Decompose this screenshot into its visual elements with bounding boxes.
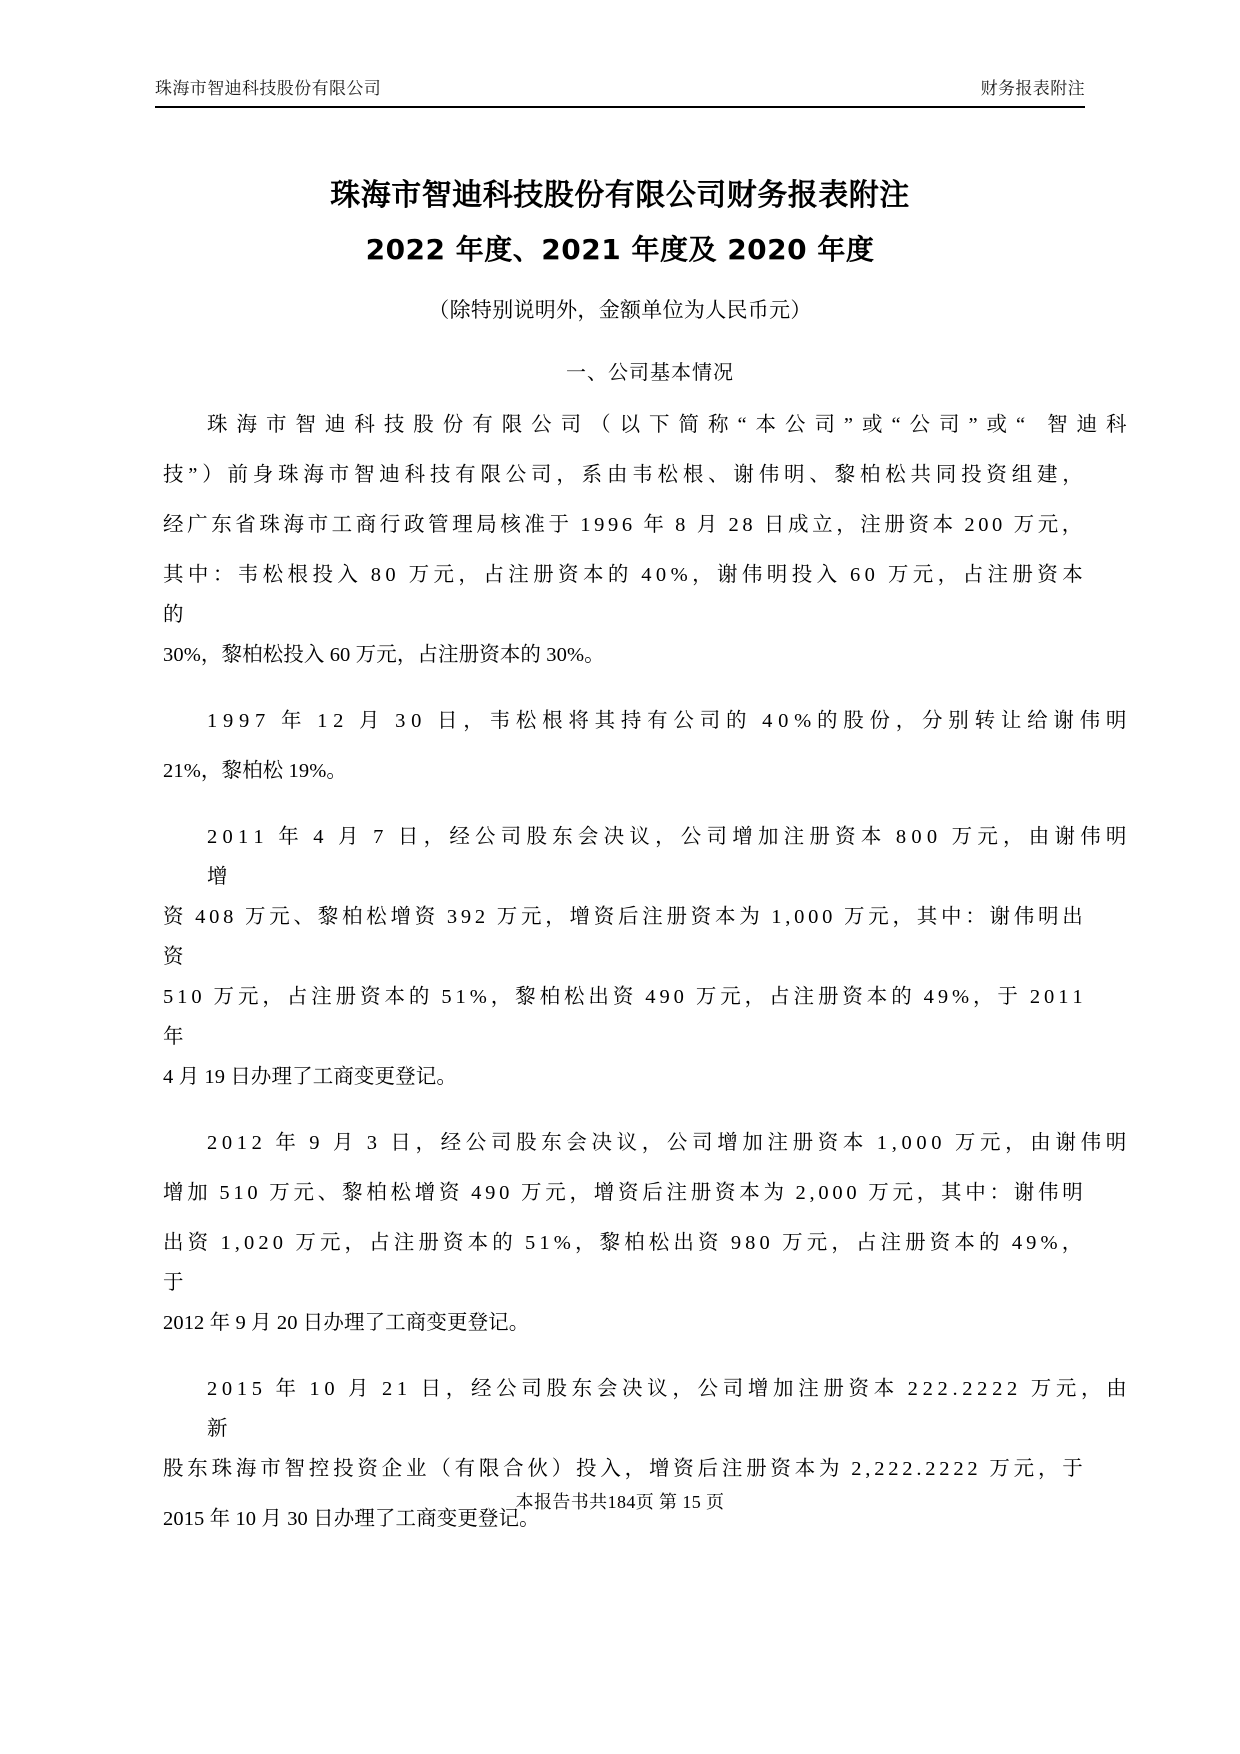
text-line: 2015 年 10 月 30 日办理了工商变更登记。 xyxy=(163,1508,540,1530)
text-line: 21%，黎柏松 19%。 xyxy=(163,760,347,782)
section-heading: 一、公司基本情况 xyxy=(566,362,734,384)
text-line: 5 1 0 万 元 ， 占 注 册 资 本 的 5 1 % ， 黎 柏 松 出 资 4 9 0 万 元 ， 占 注 册 资 本 的 4 9 % ， 于 2 0 1 1 xyxy=(163,986,1083,1008)
paragraph xyxy=(163,812,1127,1102)
currency-note: （除特别说明外，金额单位为人民币元） xyxy=(428,297,812,322)
text-line: 30%，黎柏松投入 60 万元，占注册资本的 30%。 xyxy=(163,644,605,666)
text-line: 珠 海 市 智 迪 科 技 股 份 有 限 公 司 （ 以 下 简 称 “ 本 公 司 ” 或 “ 公 司 ” 或 “ 智 迪 科 xyxy=(207,414,1127,436)
paragraph xyxy=(163,1364,1127,1544)
title-block xyxy=(155,175,1085,326)
header-divider xyxy=(155,106,1085,108)
text-line: 资 4 0 8 万 元 、 黎 柏 松 增 资 3 9 2 万 元 ， 增 资 后 注 册 资 本 为 1 , 0 0 0 万 元 ， 其 中 ： 谢 伟 明 出 xyxy=(163,906,1083,928)
text-line: 2 0 1 5 年 1 0 月 2 1 日 ， 经 公 司 股 东 会 决 议 ， 公 司 增 加 注 册 资 本 2 2 2 . 2 2 2 2 万 元 ， 由 xyxy=(207,1378,1127,1400)
paragraph xyxy=(163,696,1127,796)
text-line: 经 广 东 省 珠 海 市 工 商 行 政 管 理 局 核 准 于 1 9 9 6 年 8 月 2 8 日 成 立 ， 注 册 资 本 2 0 0 万 元 ， xyxy=(163,514,1083,536)
text-line: 股 东 珠 海 市 智 控 投 资 企 业 （ 有 限 合 伙 ） 投 入 ， 增 资 后 注 册 资 本 为 2 , 2 2 2 . 2 2 2 2 万 元 ， 于 xyxy=(163,1458,1083,1480)
text-line: 的 xyxy=(163,604,184,626)
text-line: 4 月 19 日办理了工商变更登记。 xyxy=(163,1066,457,1088)
text-line: 增 加 5 1 0 万 元 、 黎 柏 松 增 资 4 9 0 万 元 ， 增 资 后 注 册 资 本 为 2 , 0 0 0 万 元 ， 其 中 ： 谢 伟 明 xyxy=(163,1182,1083,1204)
header-company-name: 珠海市智迪科技股份有限公司 xyxy=(155,79,382,98)
text-line: 出 资 1 , 0 2 0 万 元 ， 占 注 册 资 本 的 5 1 % ， 黎 柏 松 出 资 9 8 0 万 元 ， 占 注 册 资 本 的 4 9 % ， xyxy=(163,1232,1083,1254)
text-line: 其 中 ： 韦 松 根 投 入 8 0 万 元 ， 占 注 册 资 本 的 4 0 % ， 谢 伟 明 投 入 6 0 万 元 ， 占 注 册 资 本 xyxy=(163,564,1083,586)
paragraph xyxy=(163,400,1127,680)
paragraph xyxy=(163,1118,1127,1348)
running-header xyxy=(155,74,1085,99)
header-document-type: 财务报表附注 xyxy=(980,79,1085,98)
text-line: 2 0 1 1 年 4 月 7 日 ， 经 公 司 股 东 会 决 议 ， 公 司 增 加 注 册 资 本 8 0 0 万 元 ， 由 谢 伟 明 xyxy=(207,826,1127,848)
text-line: 年 xyxy=(163,1026,184,1048)
text-line: 1 9 9 7 年 1 2 月 3 0 日 ， 韦 松 根 将 其 持 有 公 司 的 4 0 % 的 股 份 ， 分 别 转 让 给 谢 伟 明 xyxy=(207,710,1127,732)
body-text xyxy=(163,400,1127,1560)
text-line: 新 xyxy=(207,1418,228,1440)
text-line: 技 ” ） 前 身 珠 海 市 智 迪 科 技 有 限 公 司 ， 系 由 韦 松 根 、 谢 伟 明 、 黎 柏 松 共 同 投 资 组 建 ， xyxy=(163,464,1083,486)
text-line: 2012 年 9 月 20 日办理了工商变更登记。 xyxy=(163,1312,530,1334)
text-line: 增 xyxy=(207,866,228,888)
page-footer: 本报告书共184页 第 15 页 xyxy=(515,1492,725,1512)
page-title: 珠海市智迪科技股份有限公司财务报表附注 xyxy=(330,178,910,213)
text-line: 资 xyxy=(163,946,184,968)
text-line: 于 xyxy=(163,1272,184,1294)
text-line: 2 0 1 2 年 9 月 3 日 ， 经 公 司 股 东 会 决 议 ， 公 司 增 加 注 册 资 本 1 , 0 0 0 万 元 ， 由 谢 伟 明 xyxy=(207,1132,1127,1154)
page-subtitle-years: 2022 年度、2021 年度及 2020 年度 xyxy=(365,232,875,266)
